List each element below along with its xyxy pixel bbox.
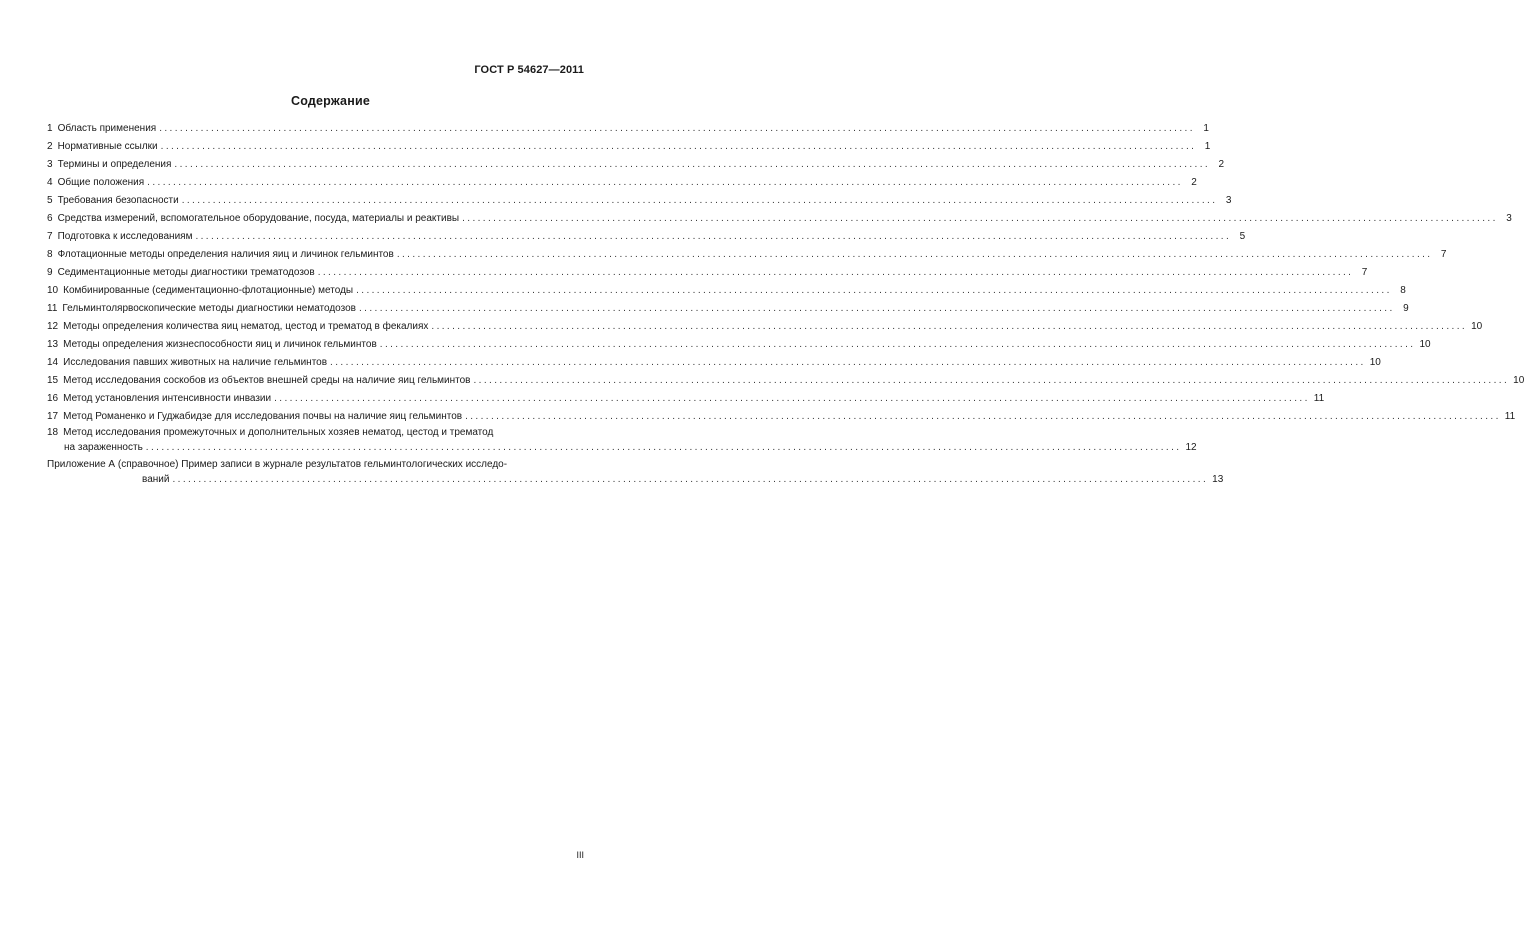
toc-entry-title: Методы определения жизнеспособности яиц и личинок гельминтов [63,339,377,350]
toc-entry-number: 2 [47,141,53,152]
toc-leader-dots: ........................................................................................................................................................................................................ [462,213,1498,224]
toc-entry[interactable] [47,264,1368,282]
toc-leader-dots: ........................................................................................................................................................................................................ [181,195,1218,206]
toc-entry-page: 2 [1218,159,1225,170]
toc-entry-number: 14 [47,357,59,368]
toc-entry[interactable] [47,318,1483,336]
toc-leader-dots: ........................................................................................................................................................................................................ [473,375,1510,386]
toc-entry[interactable] [47,138,1211,156]
toc-entry-number: 10 [47,285,59,296]
toc-entry[interactable] [47,336,1431,354]
toc-entry-title: Термины и определения [57,159,172,170]
toc-entry-title: Метод исследования соскобов из объектов внешней среды на наличие яиц гельминтов [63,375,471,386]
toc-entry-page: 1 [1203,123,1209,134]
toc-leader-dots: ........................................................................................................................................................................................................ [145,442,1182,453]
toc-entry-title-line2: на зараженность [64,442,143,453]
toc-entry-title: Седиментационные методы диагностики трематодозов [57,267,315,278]
toc-entry-page: 3 [1225,195,1232,206]
toc-entry-number: 5 [47,195,53,206]
toc-entry-title: Метод установления интенсивности инвазии [63,393,272,404]
toc-entry-title: Область применения [57,123,157,134]
toc-annex-page: 13 [1212,474,1224,485]
toc-entry-page: 1 [1204,141,1211,152]
toc-entry-number: 13 [47,339,59,350]
toc-annex-a[interactable] [47,458,1224,487]
toc-title: Содержание [290,94,370,108]
toc-entry-page: 2 [1191,177,1197,188]
toc-entry-page: 10 [1419,339,1431,350]
toc-annex-title-line1: Приложение А (справочное) Пример записи в журнале результатов гельминтологических исследо- [47,459,508,470]
toc-entry[interactable] [47,192,1232,210]
toc-leader-dots: ........................................................................................................................................................................................................ [358,303,1395,314]
toc-entry-title: Средства измерений, вспомогательное оборудование, посуда, материалы и реактивы [57,213,460,224]
toc-entry[interactable] [47,174,1197,192]
toc-entry-number: 4 [47,177,53,188]
toc-entry-page: 7 [1440,249,1447,260]
toc-leader-dots: ........................................................................................................................................................................................................ [172,474,1209,485]
toc-leader-dots: ........................................................................................................................................................................................................ [195,231,1232,242]
toc-entry[interactable] [47,372,1524,390]
toc-entry-title: Гельминтолярвоскопические методы диагностики нематодозов [62,303,356,314]
toc-entry-number: 6 [47,213,53,224]
toc-entry-title: Комбинированные (седиментационно-флотационные) методы [63,285,354,296]
toc-entry-title: Метод Романенко и Гуджабидзе для исследования почвы на наличие яиц гельминтов [63,411,463,422]
toc-entry-number: 8 [47,249,53,260]
toc-entry-number: 7 [47,231,53,242]
toc-leader-dots: ........................................................................................................................................................................................................ [431,321,1468,332]
toc-entry-title: Исследования павших животных на наличие гельминтов [63,357,328,368]
toc-entry-page: 10 [1369,357,1381,368]
toc-leader-dots: ........................................................................................................................................................................................................ [159,123,1195,134]
toc-entry-number: 3 [47,159,53,170]
toc-entry-18[interactable] [47,426,1197,455]
toc-entry-page: 9 [1403,303,1409,314]
toc-leader-dots: ........................................................................................................................................................................................................ [379,339,1416,350]
toc-entry-page: 11 [1313,393,1325,404]
toc-entry-title: Флотационные методы определения наличия яиц и личинок гельминтов [57,249,394,260]
toc-leader-dots: ........................................................................................................................................................................................................ [356,285,1392,296]
toc-annex-title-line2: ваний [142,474,170,485]
toc-leader-dots: ........................................................................................................................................................................................................ [396,249,1433,260]
toc-leader-dots: ........................................................................................................................................................................................................ [465,411,1501,422]
toc-entry-title: Подготовка к исследованиям [57,231,193,242]
toc-entry[interactable] [47,120,1209,138]
toc-entry-number: 11 [47,303,58,314]
toc-entry-page: 12 [1185,442,1197,453]
toc-entry-number: 15 [47,375,59,386]
toc-entry-page: 11 [1504,411,1516,422]
toc-entry[interactable] [47,228,1246,246]
toc-entry-number: 12 [47,321,59,332]
toc-entry-page: 10 [1471,321,1483,332]
toc-entry-number: 9 [47,267,53,278]
toc-entry-page: 8 [1400,285,1406,296]
toc-entry[interactable] [47,408,1516,426]
toc-leader-dots: ........................................................................................................................................................................................................ [317,267,1354,278]
toc-leader-dots: ........................................................................................................................................................................................................ [147,177,1183,188]
toc-entry[interactable] [47,156,1225,174]
toc-entry[interactable] [47,300,1409,318]
toc-entry[interactable] [47,390,1325,408]
toc-entry-title: Общие положения [57,177,145,188]
toc-entry-title: Методы определения количества яиц нематод, цестод и трематод в фекалиях [63,321,429,332]
toc-leader-dots: ........................................................................................................................................................................................................ [274,393,1310,404]
table-of-contents [47,120,1524,487]
document-code: ГОСТ Р 54627—2011 [474,64,584,76]
toc-leader-dots: ........................................................................................................................................................................................................ [330,357,1366,368]
toc-entry[interactable] [47,354,1381,372]
toc-entry-page: 5 [1239,231,1246,242]
page-number: III [576,850,584,860]
toc-entry-page: 10 [1513,375,1524,386]
toc-entry-page: 7 [1361,267,1368,278]
toc-entry-number: 1 [47,123,53,134]
toc-entry-title: Нормативные ссылки [57,141,158,152]
toc-entry-title-line1: Метод исследования промежуточных и дополнительных хозяев нематод, цестод и трематод [63,427,494,438]
toc-entry[interactable] [47,282,1406,300]
toc-entry[interactable] [47,210,1512,228]
toc-leader-dots: ........................................................................................................................................................................................................ [160,141,1197,152]
toc-entry-number: 16 [47,393,59,404]
toc-entry-title: Требования безопасности [57,195,179,206]
toc-entry-number: 17 [47,411,59,422]
toc-leader-dots: ........................................................................................................................................................................................................ [174,159,1211,170]
toc-entry-page: 3 [1506,213,1512,224]
toc-entry-number: 18 [47,427,59,438]
toc-entry[interactable] [47,246,1447,264]
